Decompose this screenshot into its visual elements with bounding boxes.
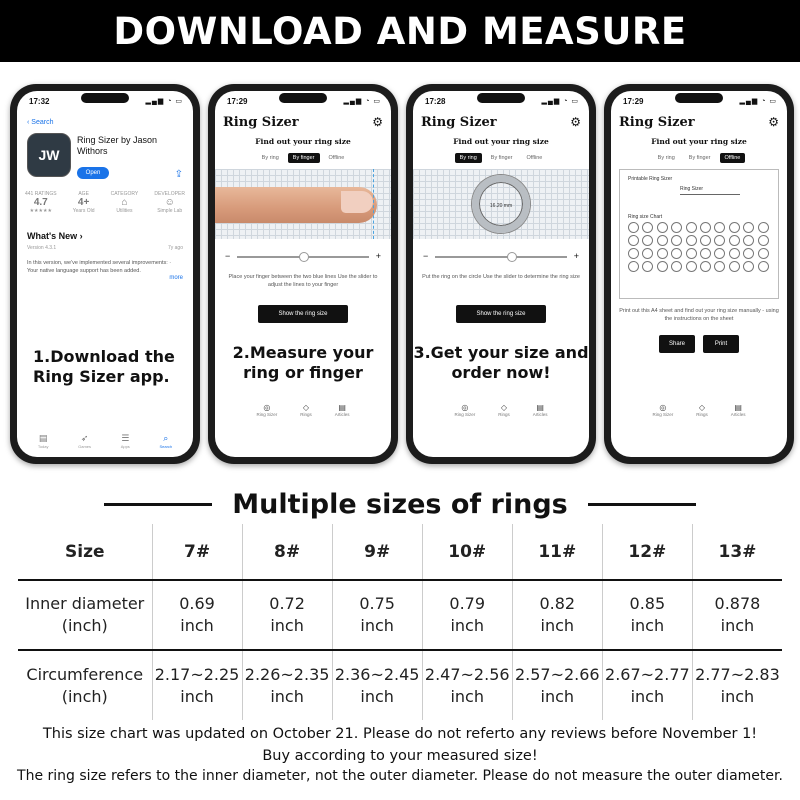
ring-icon: ◎ [461,403,469,412]
footnote-buy: Buy according to your measured size! [262,748,538,764]
segment-by-ring[interactable]: By ring [261,155,279,161]
status-time: 17:29 [623,97,644,106]
heading-rule-right [588,503,696,506]
status-icons: ▂▄▆ ◔ ▭ [343,98,381,105]
sheet-chart-title: Ring size Chart [628,214,663,220]
subtitle: Find out your ring size [453,137,549,146]
circ-cell: 2.17~2.25 inch [152,650,242,720]
ring-icon: ◎ [263,403,271,412]
version-text: Version 4.3.1 [27,245,57,251]
app-title: Ring Sizer [421,115,497,130]
tab-articles[interactable]: ▤ Articles [730,403,746,417]
tab-articles[interactable]: ▤ Articles [334,403,350,417]
diamond-icon: ◇ [302,403,310,412]
phone-app-store [10,84,200,464]
size-slider[interactable] [423,251,579,263]
phone-screen [215,91,391,457]
heading-rule-left [104,503,212,506]
measure-grid [215,169,391,239]
stat-developer: DEVELOPER ☺ Simple Lab [154,191,185,214]
print-instructions: Print out this A4 sheet and find out your ring size manually - using the instructions on the sheet [619,308,779,322]
status-time: 17:29 [227,97,248,106]
top-banner: DOWNLOAD AND MEASURE [0,0,800,62]
segment-by-finger[interactable]: By finger [288,153,320,163]
table-row [18,650,782,720]
ring-sizer-tabbar [413,403,589,417]
tab-today[interactable]: ▤ Today [37,433,49,449]
ring-sizer-tabbar [215,403,391,417]
inner-cell: 0.69 inch [152,580,242,650]
tab-games[interactable]: ➶ Games [78,433,92,449]
measure-grid [413,169,589,239]
section-heading [0,480,800,528]
status-icons: ▂▄▆ ◔ ▭ [541,98,579,105]
phone-screen [611,91,787,457]
article-icon: ▤ [338,403,346,412]
subtitle: Find out your ring size [255,137,351,146]
circumference-label: Circumference (inch) [18,650,152,720]
open-button[interactable]: Open [77,167,109,179]
inner-cell: 0.75 inch [332,580,422,650]
minus-icon[interactable]: − [423,251,429,261]
tab-rings[interactable]: ◇ Rings [498,403,510,417]
gear-icon[interactable]: ⚙ [372,115,383,129]
show-ring-size-button[interactable]: Show the ring size [456,305,546,323]
show-ring-size-button[interactable]: Show the ring size [258,305,348,323]
plus-icon[interactable]: + [375,251,381,261]
step1-caption: 1.Download the Ring Sizer app. [33,347,175,386]
phone-screen [413,91,589,457]
segment-by-ring[interactable]: By ring [455,153,482,163]
fingernail [341,191,373,213]
gear-icon[interactable]: ⚙ [768,115,779,129]
blue-guide-line[interactable] [373,169,374,239]
app-title: Ring Sizer [223,115,299,130]
status-time: 17:32 [29,97,50,106]
size-cell: 8# [242,524,332,580]
circ-cell: 2.77~2.83 inch [695,664,780,706]
segment-by-ring[interactable]: By ring [657,155,675,161]
tab-apps[interactable]: ☰ Apps [120,433,130,449]
app-name: Ring Sizer by Jason Withors [77,135,158,156]
paper-strip [680,194,740,202]
footnote-update: This size chart was updated on October 21. Please do not referto any reviews before November 1! [42,726,758,742]
article-icon: ▤ [734,403,742,412]
status-icons: ▂▄▆ ◔ ▭ [739,98,777,105]
gear-icon[interactable]: ⚙ [570,115,581,129]
app-icon[interactable]: JW [27,133,71,177]
slider-knob[interactable] [507,252,517,262]
size-table [18,524,782,720]
rocket-icon: ➶ [80,433,89,443]
sheet-title: Printable Ring Sizer [628,176,673,182]
phone-printable [604,84,794,464]
table-row [18,580,782,650]
size-cell: 7# [152,524,242,580]
size-cell: 13# [718,541,757,562]
phone-screen [17,91,193,457]
step2-caption: 2.Measure your ring or finger [232,343,374,382]
slider-knob[interactable] [299,252,309,262]
ring-icon: ◎ [659,403,667,412]
whats-new-link[interactable]: What's New › [27,231,83,241]
stat-ratings: 441 RATINGS 4.7 ★★★★★ [25,191,57,214]
stat-age: AGE 4+ Years Old [72,191,95,214]
stat-category: CATEGORY ⌂ Utilities [110,191,139,214]
size-header: Size [18,524,152,580]
inner-cell: 0.85 inch [602,580,692,650]
circ-cell: 2.67~2.77 inch [602,650,692,720]
mode-segmented-control [413,153,589,163]
size-cell: 12# [602,524,692,580]
printable-sheet-preview [619,169,779,299]
mode-segmented-control [611,153,787,163]
print-button[interactable]: Print [703,335,739,353]
article-icon: ▤ [536,403,544,412]
circ-cell: 2.47~2.56 inch [422,650,512,720]
app-store-tabbar [23,433,187,449]
section-title: Multiple sizes of rings [232,488,568,520]
circ-cell: 2.57~2.66 inch [512,650,602,720]
tab-ring-sizer[interactable]: ◎ Ring Sizer [256,403,278,417]
tab-search[interactable]: ⌕ Search [159,433,173,449]
segment-by-finger[interactable]: By finger [688,155,711,161]
release-notes: In this version, we've implemented several improvements: · Your native language support has been added. [27,260,172,274]
subtitle: Find out your ring size [651,137,747,146]
table-header-row [18,524,782,580]
instructions: Put the ring on the circle Use the slider to determine the ring size [422,274,580,280]
ring-sizer-tabbar [611,403,787,417]
print-actions [611,335,787,353]
segment-by-finger[interactable]: By finger [490,155,513,161]
footnote-inner-diameter: The ring size refers to the inner diameter, not the outer diameter. Please do not measure the outer diameter. [17,768,783,784]
inner-diameter-label: Inner diameter (inch) [18,580,152,650]
app-title: Ring Sizer [619,115,695,130]
back-search-link[interactable]: ‹ Search [27,119,54,126]
tab-ring-sizer[interactable]: ◎ Ring Sizer [652,403,674,417]
phone-measure-finger [208,84,398,464]
inner-cell: 0.79 inch [422,580,512,650]
inner-cell: 0.82 inch [512,580,602,650]
phone-measure-ring [406,84,596,464]
diamond-icon: ◇ [500,403,508,412]
inner-cell: 0.72 inch [242,580,332,650]
stack-icon: ☰ [121,433,130,443]
search-icon: ⌕ [163,433,169,443]
step3-caption: 3.Get your size and order now! [413,343,589,382]
status-icons: ▂▄▆ ◔ ▭ [145,98,183,105]
app-stats [25,191,185,214]
tab-rings[interactable]: ◇ Rings [300,403,312,417]
segment-offline[interactable]: Offline [720,153,746,163]
segment-offline[interactable]: Offline [526,155,543,161]
tab-rings[interactable]: ◇ Rings [696,403,708,417]
instructions: Place your finger between the two blue lines Use the slider to adjust the lines to your finger [228,274,378,288]
size-cell: 11# [512,524,602,580]
share-button[interactable]: Share [659,335,695,353]
minus-icon[interactable]: − [225,251,231,261]
version-age: 7y ago [167,245,183,251]
size-cell: 9# [332,524,422,580]
phones-row [0,84,800,464]
circ-cell: 2.26~2.35 inch [242,650,332,720]
share-icon[interactable]: ⇪ [174,169,183,180]
slider-track [435,256,567,258]
segment-offline[interactable]: Offline [328,155,345,161]
sheet-ring-label: Ring Sizer [680,186,704,192]
diamond-icon: ◇ [698,403,706,412]
size-circles [628,222,770,272]
plus-icon[interactable]: + [573,251,579,261]
size-slider[interactable] [225,251,381,263]
mode-segmented-control [215,153,391,163]
size-cell: 10# [422,524,512,580]
inner-cell: 0.878 inch [714,594,761,635]
tab-ring-sizer[interactable]: ◎ Ring Sizer [454,403,476,417]
circ-cell: 2.36~2.45 inch [332,650,422,720]
ring-diameter-label: 16.20 mm [489,203,513,209]
status-time: 17:28 [425,97,446,106]
today-icon: ▤ [38,433,48,443]
tab-articles[interactable]: ▤ Articles [532,403,548,417]
more-link[interactable]: more [169,275,183,281]
